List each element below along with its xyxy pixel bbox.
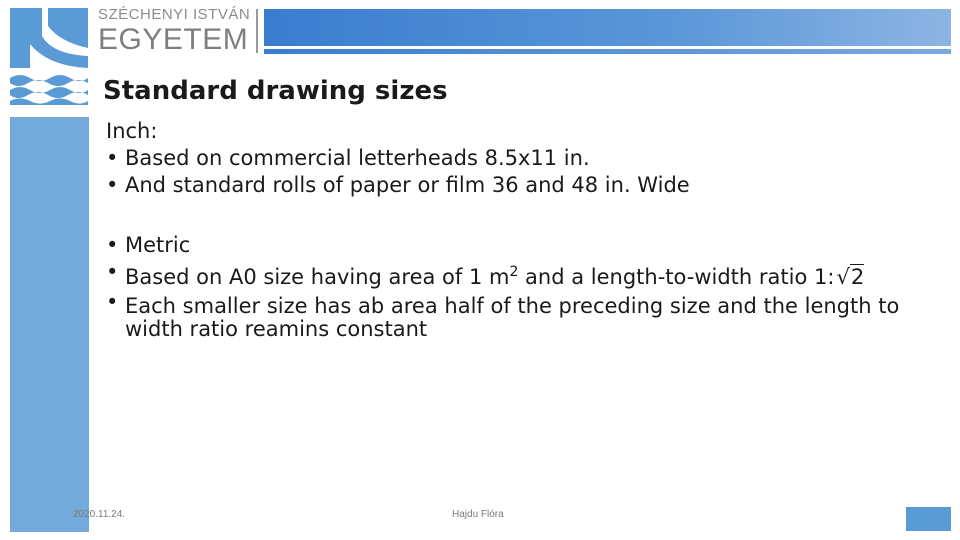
left-accent-bar <box>10 117 89 532</box>
footer-author: Hajdu Flóra <box>452 509 504 520</box>
a0-superscript: 2 <box>509 264 519 280</box>
bullet-smaller-sizes: • Each smaller size has ab area half of the preceding size and the length to width ratio reamins constant <box>106 291 946 341</box>
a0-ratio-text: and a length-to-width ratio 1: <box>518 265 835 289</box>
logo-name-line1: SZÉCHENYI ISTVÁN <box>98 6 251 23</box>
university-logo-icon <box>8 6 90 106</box>
logo-name-line2: EGYETEM <box>98 23 249 56</box>
bullet-rolls: • And standard rolls of paper or film 36 and 48 in. Wide <box>106 172 946 199</box>
sqrt-symbol: √ <box>836 265 850 289</box>
slide-title: Standard drawing sizes <box>103 76 448 106</box>
logo-divider <box>256 9 258 53</box>
university-logo-text <box>98 6 258 56</box>
a0-text: Based on A0 size having area of 1 m <box>125 265 510 289</box>
footer-accent-box <box>906 507 951 531</box>
bullet-letterheads: • Based on commercial letterheads 8.5x11 in. <box>106 145 946 172</box>
spacer <box>106 199 946 232</box>
sqrt-expression <box>834 264 864 291</box>
slide-body <box>106 118 946 341</box>
bullet-metric: • Metric <box>106 232 946 259</box>
header-band <box>264 9 951 46</box>
footer-date: 2020.11.24. <box>73 509 126 520</box>
header-line <box>264 49 951 54</box>
bullet-a0 <box>106 259 946 291</box>
inch-heading: Inch: <box>106 119 158 143</box>
sqrt-value: 2 <box>850 265 865 289</box>
